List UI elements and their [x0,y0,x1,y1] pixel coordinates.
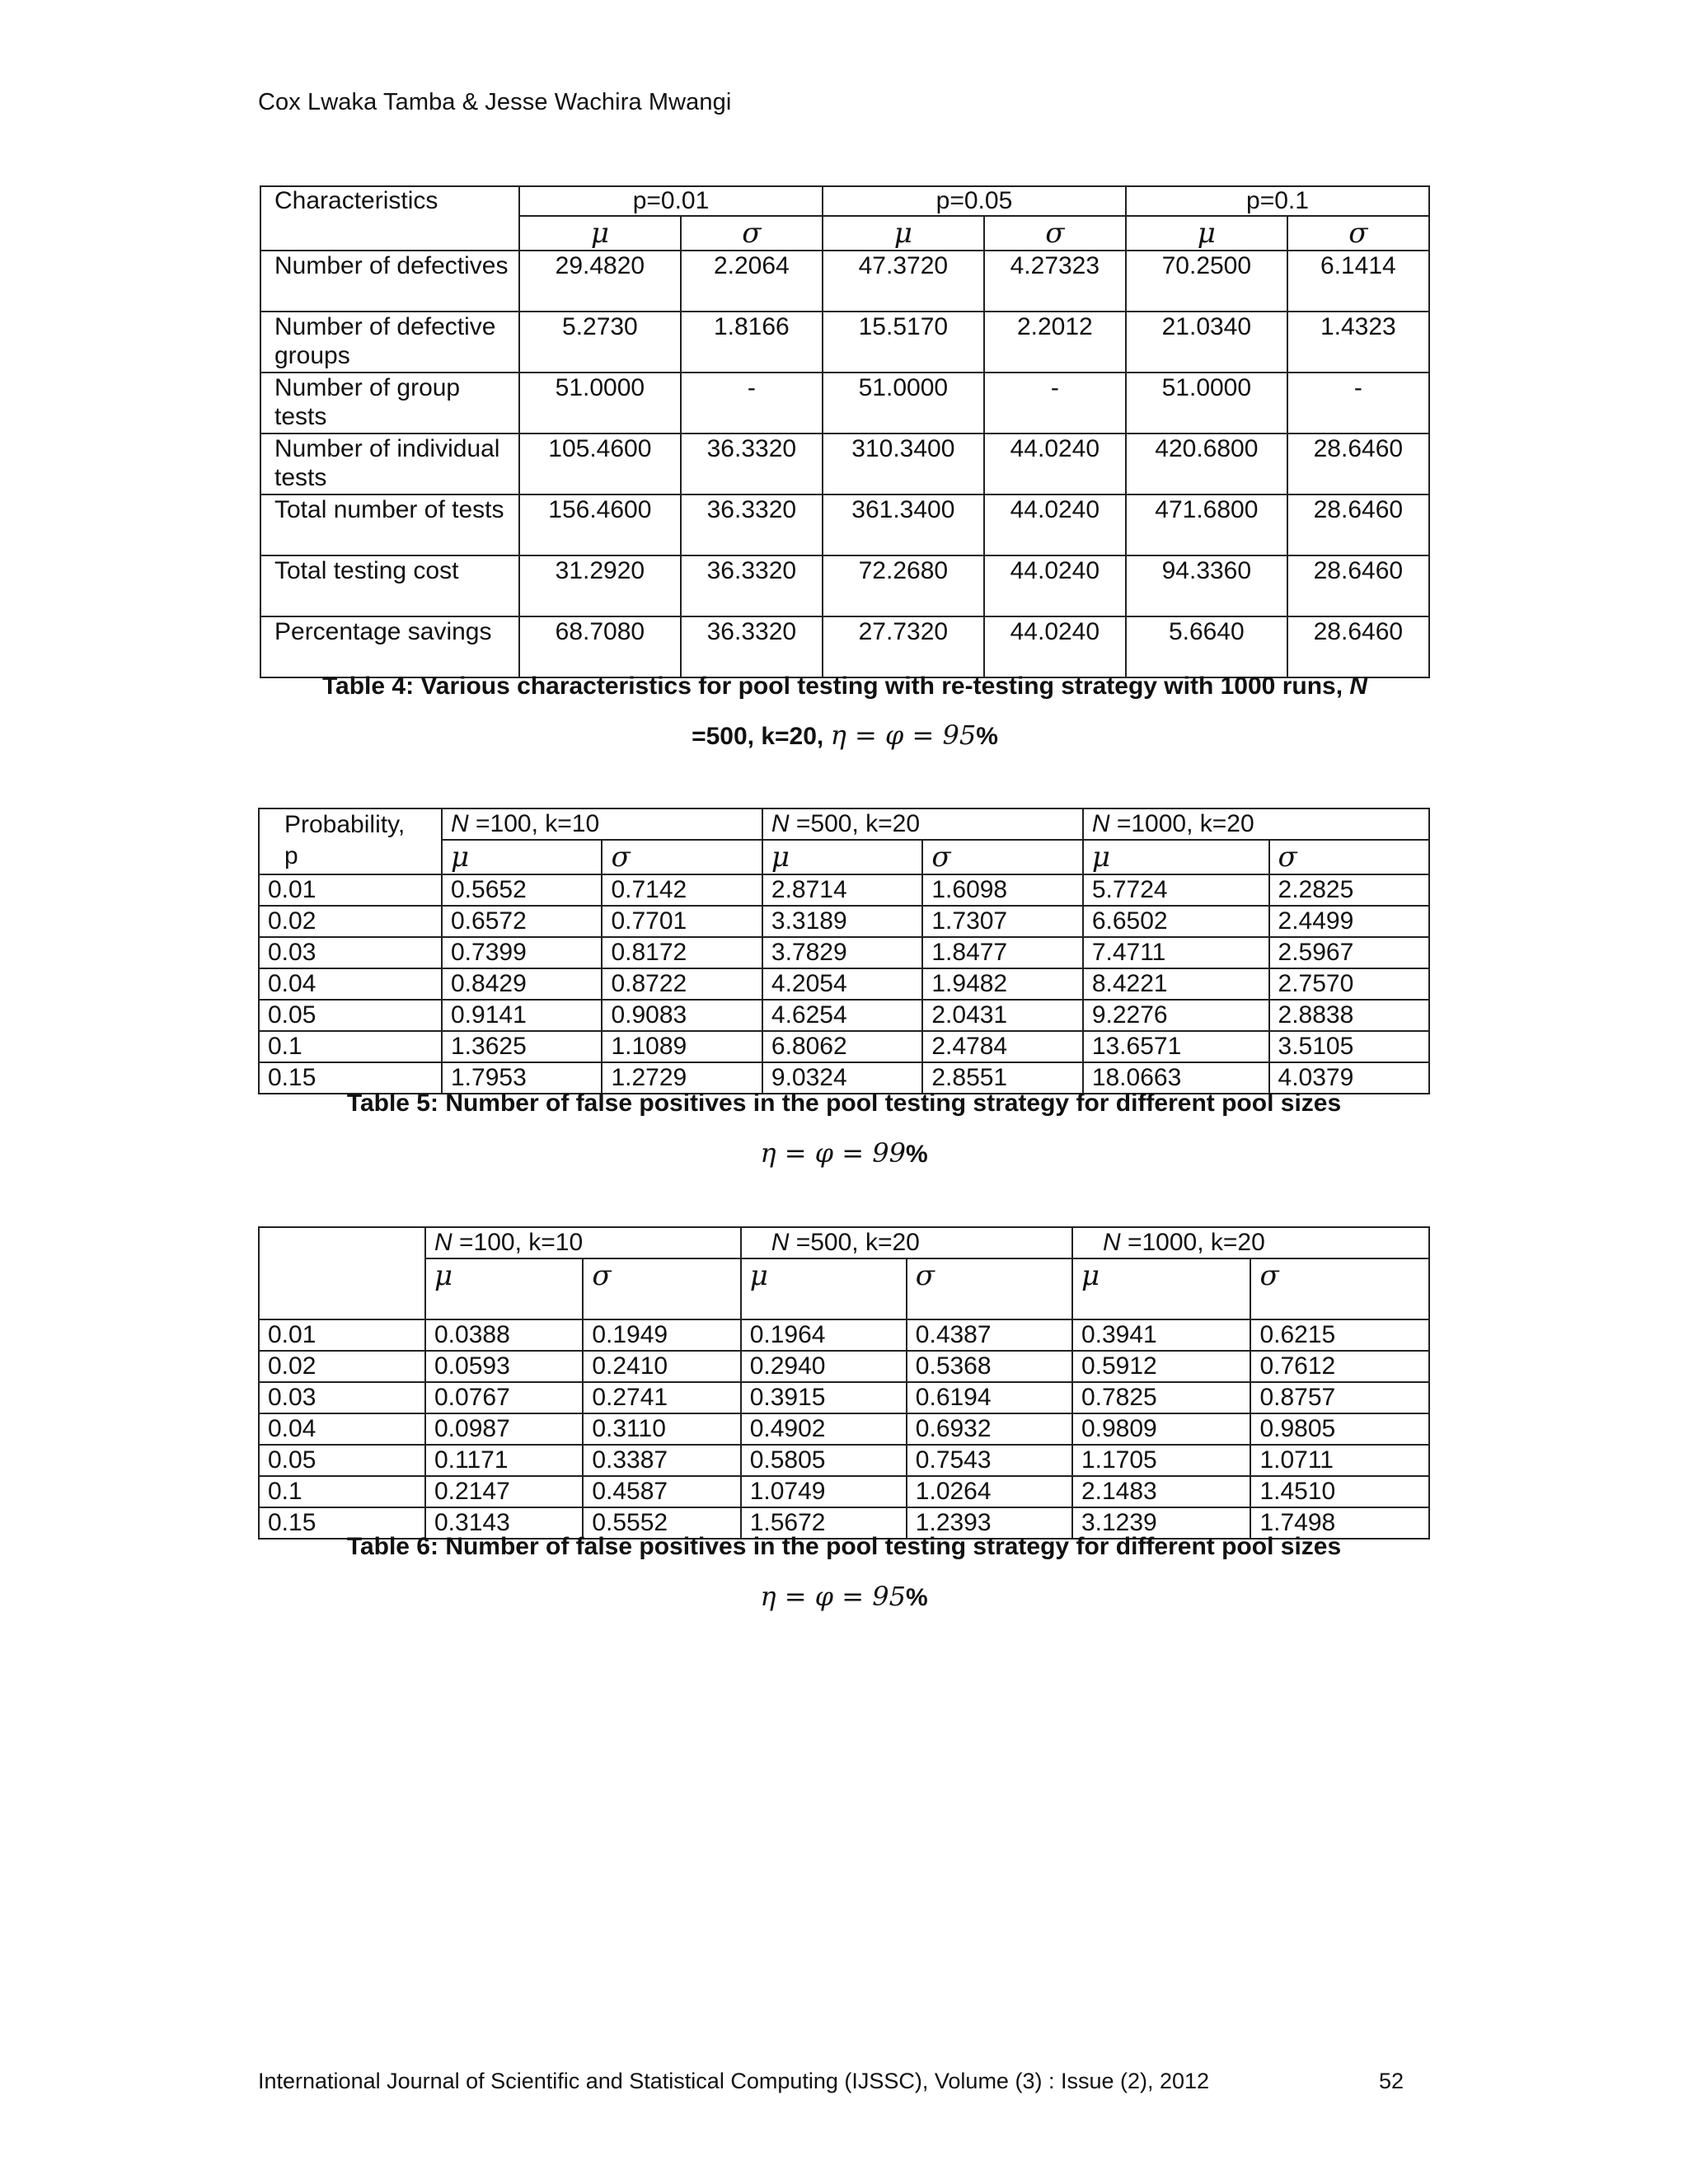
table-cell: 0.1949 [583,1319,740,1351]
table-cell: 0.5805 [741,1445,907,1476]
n-symbol: N [451,810,469,837]
table-row [259,1031,1429,1062]
caption-math: η = φ = 99 [760,1137,906,1169]
table-cell: 51.0000 [823,373,984,434]
table-row [259,1000,1429,1031]
table-cell: 1.4510 [1250,1476,1429,1507]
table-cell: 0.2741 [583,1382,740,1413]
table-cell: 18.0663 [1083,1062,1269,1094]
caption-math: η = φ = 95 [830,719,977,751]
table-cell: 9.2276 [1083,1000,1269,1031]
probability-cell: 0.15 [259,1507,425,1539]
table-cell: 47.3720 [823,251,984,312]
table-cell: 9.0324 [762,1062,922,1094]
table-cell: 1.9482 [922,968,1082,1000]
n-symbol: N [434,1229,452,1256]
table-cell: 21.0340 [1126,312,1287,373]
probability-cell: 0.15 [259,1062,442,1094]
table-cell: - [681,373,823,434]
table-cell: 4.6254 [762,1000,922,1031]
table-5-caption-math [258,1137,1430,1169]
table-row [260,494,1429,555]
table-row [259,1476,1429,1507]
table-cell: 0.3143 [425,1507,583,1539]
corner-header [259,1227,425,1319]
table-cell: 4.2054 [762,968,922,1000]
table-4-caption-line2 [260,719,1430,751]
table-row [259,1382,1429,1413]
probability-cell: 0.01 [259,874,442,906]
table-cell: 2.4784 [922,1031,1082,1062]
group-header: p=0.01 [519,186,823,216]
table-cell: 15.5170 [823,312,984,373]
table-cell: 2.8551 [922,1062,1082,1094]
table-cell: 51.0000 [1126,373,1287,434]
journal-footer: International Journal of Scientific and Statistical Computing (IJSSC), Volume (3) : Issue (2), 2012 [258,2069,1210,2093]
mu-symbol: μ [1072,1258,1251,1319]
table-cell: 4.0379 [1269,1062,1429,1094]
mu-symbol: μ [519,216,681,251]
group-header [442,808,762,840]
table-cell: 0.2147 [425,1476,583,1507]
table-cell: 0.6572 [442,906,602,937]
caption-text: =500, k=20, [692,723,831,750]
table-cell: 0.9083 [602,1000,762,1031]
probability-cell: 0.05 [259,1445,425,1476]
table-cell: 0.4587 [583,1476,740,1507]
table-cell: 0.3941 [1072,1319,1251,1351]
table-cell: 0.7142 [602,874,762,906]
table-cell: 1.0264 [907,1476,1072,1507]
table-cell: 0.6932 [907,1413,1072,1445]
running-header: Cox Lwaka Tamba & Jesse Wachira Mwangi [258,89,732,115]
probability-cell: 0.1 [259,1476,425,1507]
table-cell: 5.6640 [1126,616,1287,677]
table-cell: 2.8714 [762,874,922,906]
corner-line: p [284,842,298,869]
table-row [259,1413,1429,1445]
table-cell: 0.7399 [442,937,602,968]
table-cell: 0.7543 [907,1445,1072,1476]
table-cell: 1.0711 [1250,1445,1429,1476]
table-cell: 51.0000 [519,373,681,434]
table-cell: - [1287,373,1429,434]
n-symbol: N [1102,1229,1121,1256]
mu-symbol: μ [442,840,602,874]
probability-cell: 0.03 [259,937,442,968]
group-header: p=0.1 [1126,186,1429,216]
mu-symbol: μ [762,840,922,874]
probability-cell: 0.04 [259,968,442,1000]
row-label: Number of defective groups [260,312,519,373]
table-cell: 1.1705 [1072,1445,1251,1476]
table-6 [258,1226,1430,1540]
table-row [260,555,1429,616]
table-cell: 0.8172 [602,937,762,968]
table-cell: 0.3387 [583,1445,740,1476]
table-6-caption-math [258,1581,1430,1612]
table-row [259,906,1429,937]
table-cell: 28.6460 [1287,434,1429,494]
table-cell: 2.2825 [1269,874,1429,906]
table-header-row [259,1227,1429,1258]
table-cell: 0.5652 [442,874,602,906]
table-cell: 28.6460 [1287,616,1429,677]
n-symbol: N [771,810,790,837]
row-label: Total number of tests [260,494,519,555]
table-cell: 471.6800 [1126,494,1287,555]
table-cell: 0.3110 [583,1413,740,1445]
table-cell: 0.7825 [1072,1382,1251,1413]
probability-cell: 0.04 [259,1413,425,1445]
sigma-symbol: σ [1250,1258,1429,1319]
table-cell: 36.3320 [681,434,823,494]
table-cell: 1.4323 [1287,312,1429,373]
sigma-symbol: σ [984,216,1126,251]
group-label: =1000, k=20 [1120,1229,1265,1256]
table-cell: 1.0749 [741,1476,907,1507]
table-row [259,937,1429,968]
table-cell: 0.4387 [907,1319,1072,1351]
table-cell: 1.8477 [922,937,1082,968]
table-cell: 0.6194 [907,1382,1072,1413]
table-cell: 0.1964 [741,1319,907,1351]
table-cell: 1.1089 [602,1031,762,1062]
symbol-header-row [259,1258,1429,1319]
corner-header: Characteristics [260,186,519,251]
table-cell: 0.5552 [583,1507,740,1539]
group-header [762,808,1083,840]
table-cell: 2.2012 [984,312,1126,373]
table-cell: 0.0593 [425,1351,583,1382]
table-cell: 6.1414 [1287,251,1429,312]
table-cell: 44.0240 [984,434,1126,494]
table-cell: 0.0388 [425,1319,583,1351]
table-cell: 105.4600 [519,434,681,494]
table-cell: 13.6571 [1083,1031,1269,1062]
table-row [260,312,1429,373]
sigma-symbol: σ [1269,840,1429,874]
table-cell: 31.2920 [519,555,681,616]
table-cell: 2.5967 [1269,937,1429,968]
table-4 [260,185,1430,678]
table-cell: 1.2729 [602,1062,762,1094]
sigma-symbol: σ [922,840,1082,874]
group-header [425,1227,741,1258]
row-label: Percentage savings [260,616,519,677]
table-cell: 72.2680 [823,555,984,616]
group-label: =1000, k=20 [1109,810,1254,837]
table-6-caption: Table 6: Number of false positives in the pool testing strategy for different pool sizes [346,1533,1342,1560]
table-cell: 4.27323 [984,251,1126,312]
table-cell: 0.4902 [741,1413,907,1445]
table-cell: 310.3400 [823,434,984,494]
table-cell: 68.7080 [519,616,681,677]
table-cell: 44.0240 [984,555,1126,616]
page-number: 52 [1379,2069,1404,2093]
table-cell: 1.7498 [1250,1507,1429,1539]
table-row [259,1445,1429,1476]
table-cell: 156.4600 [519,494,681,555]
table-row [259,1351,1429,1382]
table-5 [258,808,1430,1094]
table-cell: 0.9141 [442,1000,602,1031]
table-cell: 361.3400 [823,494,984,555]
table-cell: 2.2064 [681,251,823,312]
probability-cell: 0.02 [259,1351,425,1382]
corner-line: Probability, [284,811,406,838]
table-cell: 420.6800 [1126,434,1287,494]
table-cell: 3.3189 [762,906,922,937]
group-header [1072,1227,1429,1258]
table-cell: 0.9809 [1072,1413,1251,1445]
mu-symbol: μ [425,1258,583,1319]
mu-symbol: μ [741,1258,907,1319]
table-cell: 3.7829 [762,937,922,968]
table-cell: 7.4711 [1083,937,1269,968]
table-cell: 5.2730 [519,312,681,373]
table-cell: 0.5912 [1072,1351,1251,1382]
table-cell: 0.8757 [1250,1382,1429,1413]
table-cell: 0.3915 [741,1382,907,1413]
table-cell: 0.9805 [1250,1413,1429,1445]
table-cell: 2.1483 [1072,1476,1251,1507]
table-cell: 6.6502 [1083,906,1269,937]
table-cell: 0.1171 [425,1445,583,1476]
group-header [1083,808,1429,840]
table-row [259,874,1429,906]
table-cell: 0.0987 [425,1413,583,1445]
caption-percent: % [905,1141,928,1168]
table-cell: 0.5368 [907,1351,1072,1382]
table-cell: 5.7724 [1083,874,1269,906]
table-cell: 29.4820 [519,251,681,312]
table-row [260,373,1429,434]
table-cell: 0.2410 [583,1351,740,1382]
table-cell: 2.4499 [1269,906,1429,937]
sigma-symbol: σ [583,1258,740,1319]
corner-header [259,808,442,874]
table-cell: 0.8429 [442,968,602,1000]
n-symbol: N [771,1229,790,1256]
table-row [260,616,1429,677]
table-cell: 1.5672 [741,1507,907,1539]
caption-math: η = φ = 95 [760,1581,906,1612]
table-cell: 3.5105 [1269,1031,1429,1062]
row-label: Number of individual tests [260,434,519,494]
table-row [259,968,1429,1000]
probability-cell: 0.01 [259,1319,425,1351]
sigma-symbol: σ [1287,216,1429,251]
table-cell: 0.0767 [425,1382,583,1413]
table-cell: 2.0431 [922,1000,1082,1031]
group-label: =500, k=20 [789,1229,920,1256]
table-cell: 0.2940 [741,1351,907,1382]
row-label: Number of defectives [260,251,519,312]
caption-text: Table 4: Various characteristics for pool testing with re-testing strategy with 1000 runs, [321,673,1350,700]
table-cell: 0.6215 [1250,1319,1429,1351]
group-label: =100, k=10 [452,1229,584,1256]
table-cell: 8.4221 [1083,968,1269,1000]
table-row [260,434,1429,494]
table-header-row [260,186,1429,216]
table-cell: 0.7701 [602,906,762,937]
row-label: Total testing cost [260,555,519,616]
caption-n: N [1349,673,1368,700]
table-cell: 36.3320 [681,555,823,616]
group-header: p=0.05 [823,186,1126,216]
table-4-caption [260,673,1430,701]
mu-symbol: μ [823,216,984,251]
table-cell: 3.1239 [1072,1507,1251,1539]
table-cell: 44.0240 [984,494,1126,555]
mu-symbol: μ [1083,840,1269,874]
table-cell: 36.3320 [681,494,823,555]
table-cell: 94.3360 [1126,555,1287,616]
table-cell: 70.2500 [1126,251,1287,312]
row-label: Number of group tests [260,373,519,434]
table-cell: 1.7307 [922,906,1082,937]
sigma-symbol: σ [602,840,762,874]
table-cell: 2.7570 [1269,968,1429,1000]
table-cell: 0.7612 [1250,1351,1429,1382]
table-cell: 28.6460 [1287,555,1429,616]
group-label: =100, k=10 [468,810,600,837]
sigma-symbol: σ [681,216,823,251]
group-header [741,1227,1072,1258]
table-cell: 36.3320 [681,616,823,677]
table-cell: - [984,373,1126,434]
table-header-row [259,808,1429,840]
probability-cell: 0.1 [259,1031,442,1062]
table-cell: 1.7953 [442,1062,602,1094]
caption-percent: % [976,723,998,750]
probability-cell: 0.03 [259,1382,425,1413]
table-cell: 44.0240 [984,616,1126,677]
probability-cell: 0.02 [259,906,442,937]
n-symbol: N [1091,810,1110,837]
table-row [259,1319,1429,1351]
table-cell: 27.7320 [823,616,984,677]
table-cell: 0.8722 [602,968,762,1000]
table-cell: 6.8062 [762,1031,922,1062]
caption-percent: % [905,1584,928,1611]
probability-cell: 0.05 [259,1000,442,1031]
group-label: =500, k=20 [789,810,921,837]
table-cell: 1.8166 [681,312,823,373]
table-5-caption: Table 5: Number of false positives in the pool testing strategy for different pool sizes [346,1090,1342,1117]
sigma-symbol: σ [907,1258,1072,1319]
table-cell: 1.3625 [442,1031,602,1062]
table-cell: 1.2393 [907,1507,1072,1539]
table-cell: 1.6098 [922,874,1082,906]
mu-symbol: μ [1126,216,1287,251]
table-cell: 2.8838 [1269,1000,1429,1031]
table-row [260,251,1429,312]
table-cell: 28.6460 [1287,494,1429,555]
